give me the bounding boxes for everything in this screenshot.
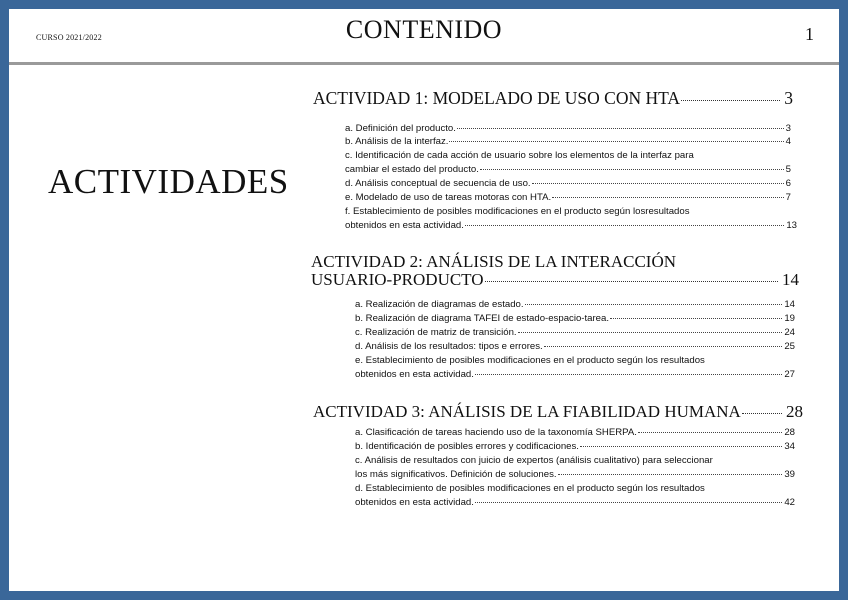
toc-item-text: los más significativos. Definición de soluciones. bbox=[355, 469, 557, 480]
toc-item-2e-line1: e. Establecimiento de posibles modificaciones en el producto según los resultados bbox=[355, 355, 705, 366]
toc-item-page: 7 bbox=[785, 192, 791, 203]
toc-item-1c-line1: c. Identificación de cada acción de usuario sobre los elementos de la interfaz para bbox=[345, 150, 694, 161]
toc-item-3c-line1: c. Análisis de resultados con juicio de expertos (análisis cualitativo) para seleccionar bbox=[355, 455, 713, 466]
toc-item-text: obtenidos en esta actividad. bbox=[355, 369, 474, 380]
dot-leader bbox=[457, 127, 784, 129]
toc-item-1d[interactable] bbox=[345, 177, 791, 190]
toc-item-1f[interactable] bbox=[345, 219, 797, 232]
activity-1-title: ACTIVIDAD 1: MODELADO DE USO CON HTA bbox=[313, 88, 681, 108]
dot-leader bbox=[525, 303, 783, 305]
toc-item-1a[interactable] bbox=[345, 122, 791, 135]
toc-item-page: 24 bbox=[784, 327, 795, 338]
toc-item-page: 5 bbox=[785, 164, 791, 175]
dot-leader bbox=[742, 412, 782, 414]
toc-item-3d[interactable] bbox=[355, 496, 795, 509]
toc-item-text: cambiar el estado del producto. bbox=[345, 164, 479, 175]
toc-item-1b[interactable] bbox=[345, 135, 791, 148]
activity-3-entry[interactable] bbox=[313, 402, 803, 422]
toc-item-page: 39 bbox=[784, 469, 795, 480]
toc-item-1c[interactable] bbox=[345, 163, 791, 176]
dot-leader bbox=[518, 331, 783, 333]
toc-item-3d-line1: d. Establecimiento de posibles modificaciones en el producto según los resultados bbox=[355, 483, 705, 494]
toc-item-text: c. Realización de matriz de transición. bbox=[355, 327, 517, 338]
activity-2-title: USUARIO-PRODUCTO bbox=[311, 270, 484, 289]
toc-item-1f-line1: f. Establecimiento de posibles modificaciones en el producto según losresultados bbox=[345, 206, 690, 217]
course-label: CURSO 2021/2022 bbox=[36, 33, 102, 42]
dot-leader bbox=[485, 280, 778, 282]
dot-leader bbox=[558, 473, 783, 475]
activity-2-entry[interactable] bbox=[311, 270, 799, 290]
toc-item-2c[interactable] bbox=[355, 326, 795, 339]
toc-item-2d[interactable] bbox=[355, 340, 795, 353]
toc-item-page: 13 bbox=[786, 220, 797, 231]
activity-3-page: 28 bbox=[786, 402, 803, 421]
toc-item-page: 19 bbox=[784, 313, 795, 324]
dot-leader bbox=[638, 431, 782, 433]
toc-item-page: 14 bbox=[784, 299, 795, 310]
toc-item-text: a. Realización de diagramas de estado. bbox=[355, 299, 524, 310]
dot-leader bbox=[465, 224, 784, 226]
toc-item-page: 27 bbox=[784, 369, 795, 380]
header-divider bbox=[9, 62, 839, 65]
toc-item-page: 4 bbox=[785, 136, 791, 147]
page-number: 1 bbox=[805, 24, 814, 44]
toc-item-page: 34 bbox=[784, 441, 795, 452]
dot-leader bbox=[475, 501, 782, 503]
activity-3-title: ACTIVIDAD 3: ANÁLISIS DE LA FIABILIDAD HUMANA bbox=[313, 402, 741, 421]
page-title: CONTENIDO bbox=[345, 15, 503, 44]
activity-2-page: 14 bbox=[782, 270, 799, 289]
toc-item-text: obtenidos en esta actividad. bbox=[345, 220, 464, 231]
toc-item-text: obtenidos en esta actividad. bbox=[355, 497, 474, 508]
document-page bbox=[9, 9, 839, 591]
activity-1-page: 3 bbox=[784, 88, 793, 108]
toc-item-page: 28 bbox=[784, 427, 795, 438]
dot-leader bbox=[580, 445, 782, 447]
dot-leader bbox=[610, 317, 782, 319]
toc-item-2b[interactable] bbox=[355, 312, 795, 325]
dot-leader bbox=[681, 99, 780, 101]
toc-item-page: 25 bbox=[784, 341, 795, 352]
toc-item-text: b. Realización de diagrama TAFEI de estado-espacio-tarea. bbox=[355, 313, 610, 324]
toc-item-3c[interactable] bbox=[355, 468, 795, 481]
toc-item-page: 3 bbox=[785, 123, 791, 134]
toc-item-2e[interactable] bbox=[355, 368, 795, 381]
dot-leader bbox=[449, 140, 783, 142]
dot-leader bbox=[544, 345, 783, 347]
activity-1-entry[interactable] bbox=[313, 88, 793, 109]
toc-item-text: d. Análisis de los resultados: tipos e errores. bbox=[355, 341, 543, 352]
toc-item-3b[interactable] bbox=[355, 440, 795, 453]
dot-leader bbox=[532, 182, 784, 184]
toc-item-text: a. Definición del producto. bbox=[345, 123, 456, 134]
dot-leader bbox=[552, 196, 783, 198]
toc-item-text: a. Clasificación de tareas haciendo uso de la taxonomía SHERPA. bbox=[355, 427, 637, 438]
activity-2-title-line1: ACTIVIDAD 2: ANÁLISIS DE LA INTERACCIÓN bbox=[311, 252, 677, 271]
toc-item-2a[interactable] bbox=[355, 298, 795, 311]
toc-item-text: e. Modelado de uso de tareas motoras con HTA. bbox=[345, 192, 552, 203]
toc-item-text: d. Análisis conceptual de secuencia de uso. bbox=[345, 178, 531, 189]
side-title: ACTIVIDADES bbox=[48, 162, 289, 201]
toc-item-3a[interactable] bbox=[355, 426, 795, 439]
toc-item-page: 42 bbox=[784, 497, 795, 508]
toc-item-1e[interactable] bbox=[345, 191, 791, 204]
toc-item-text: b. Identificación de posibles errores y codificaciones. bbox=[355, 441, 579, 452]
toc-item-text: b. Análisis de la interfaz. bbox=[345, 136, 449, 147]
toc-item-page: 6 bbox=[785, 178, 791, 189]
dot-leader bbox=[475, 373, 782, 375]
dot-leader bbox=[480, 168, 784, 170]
